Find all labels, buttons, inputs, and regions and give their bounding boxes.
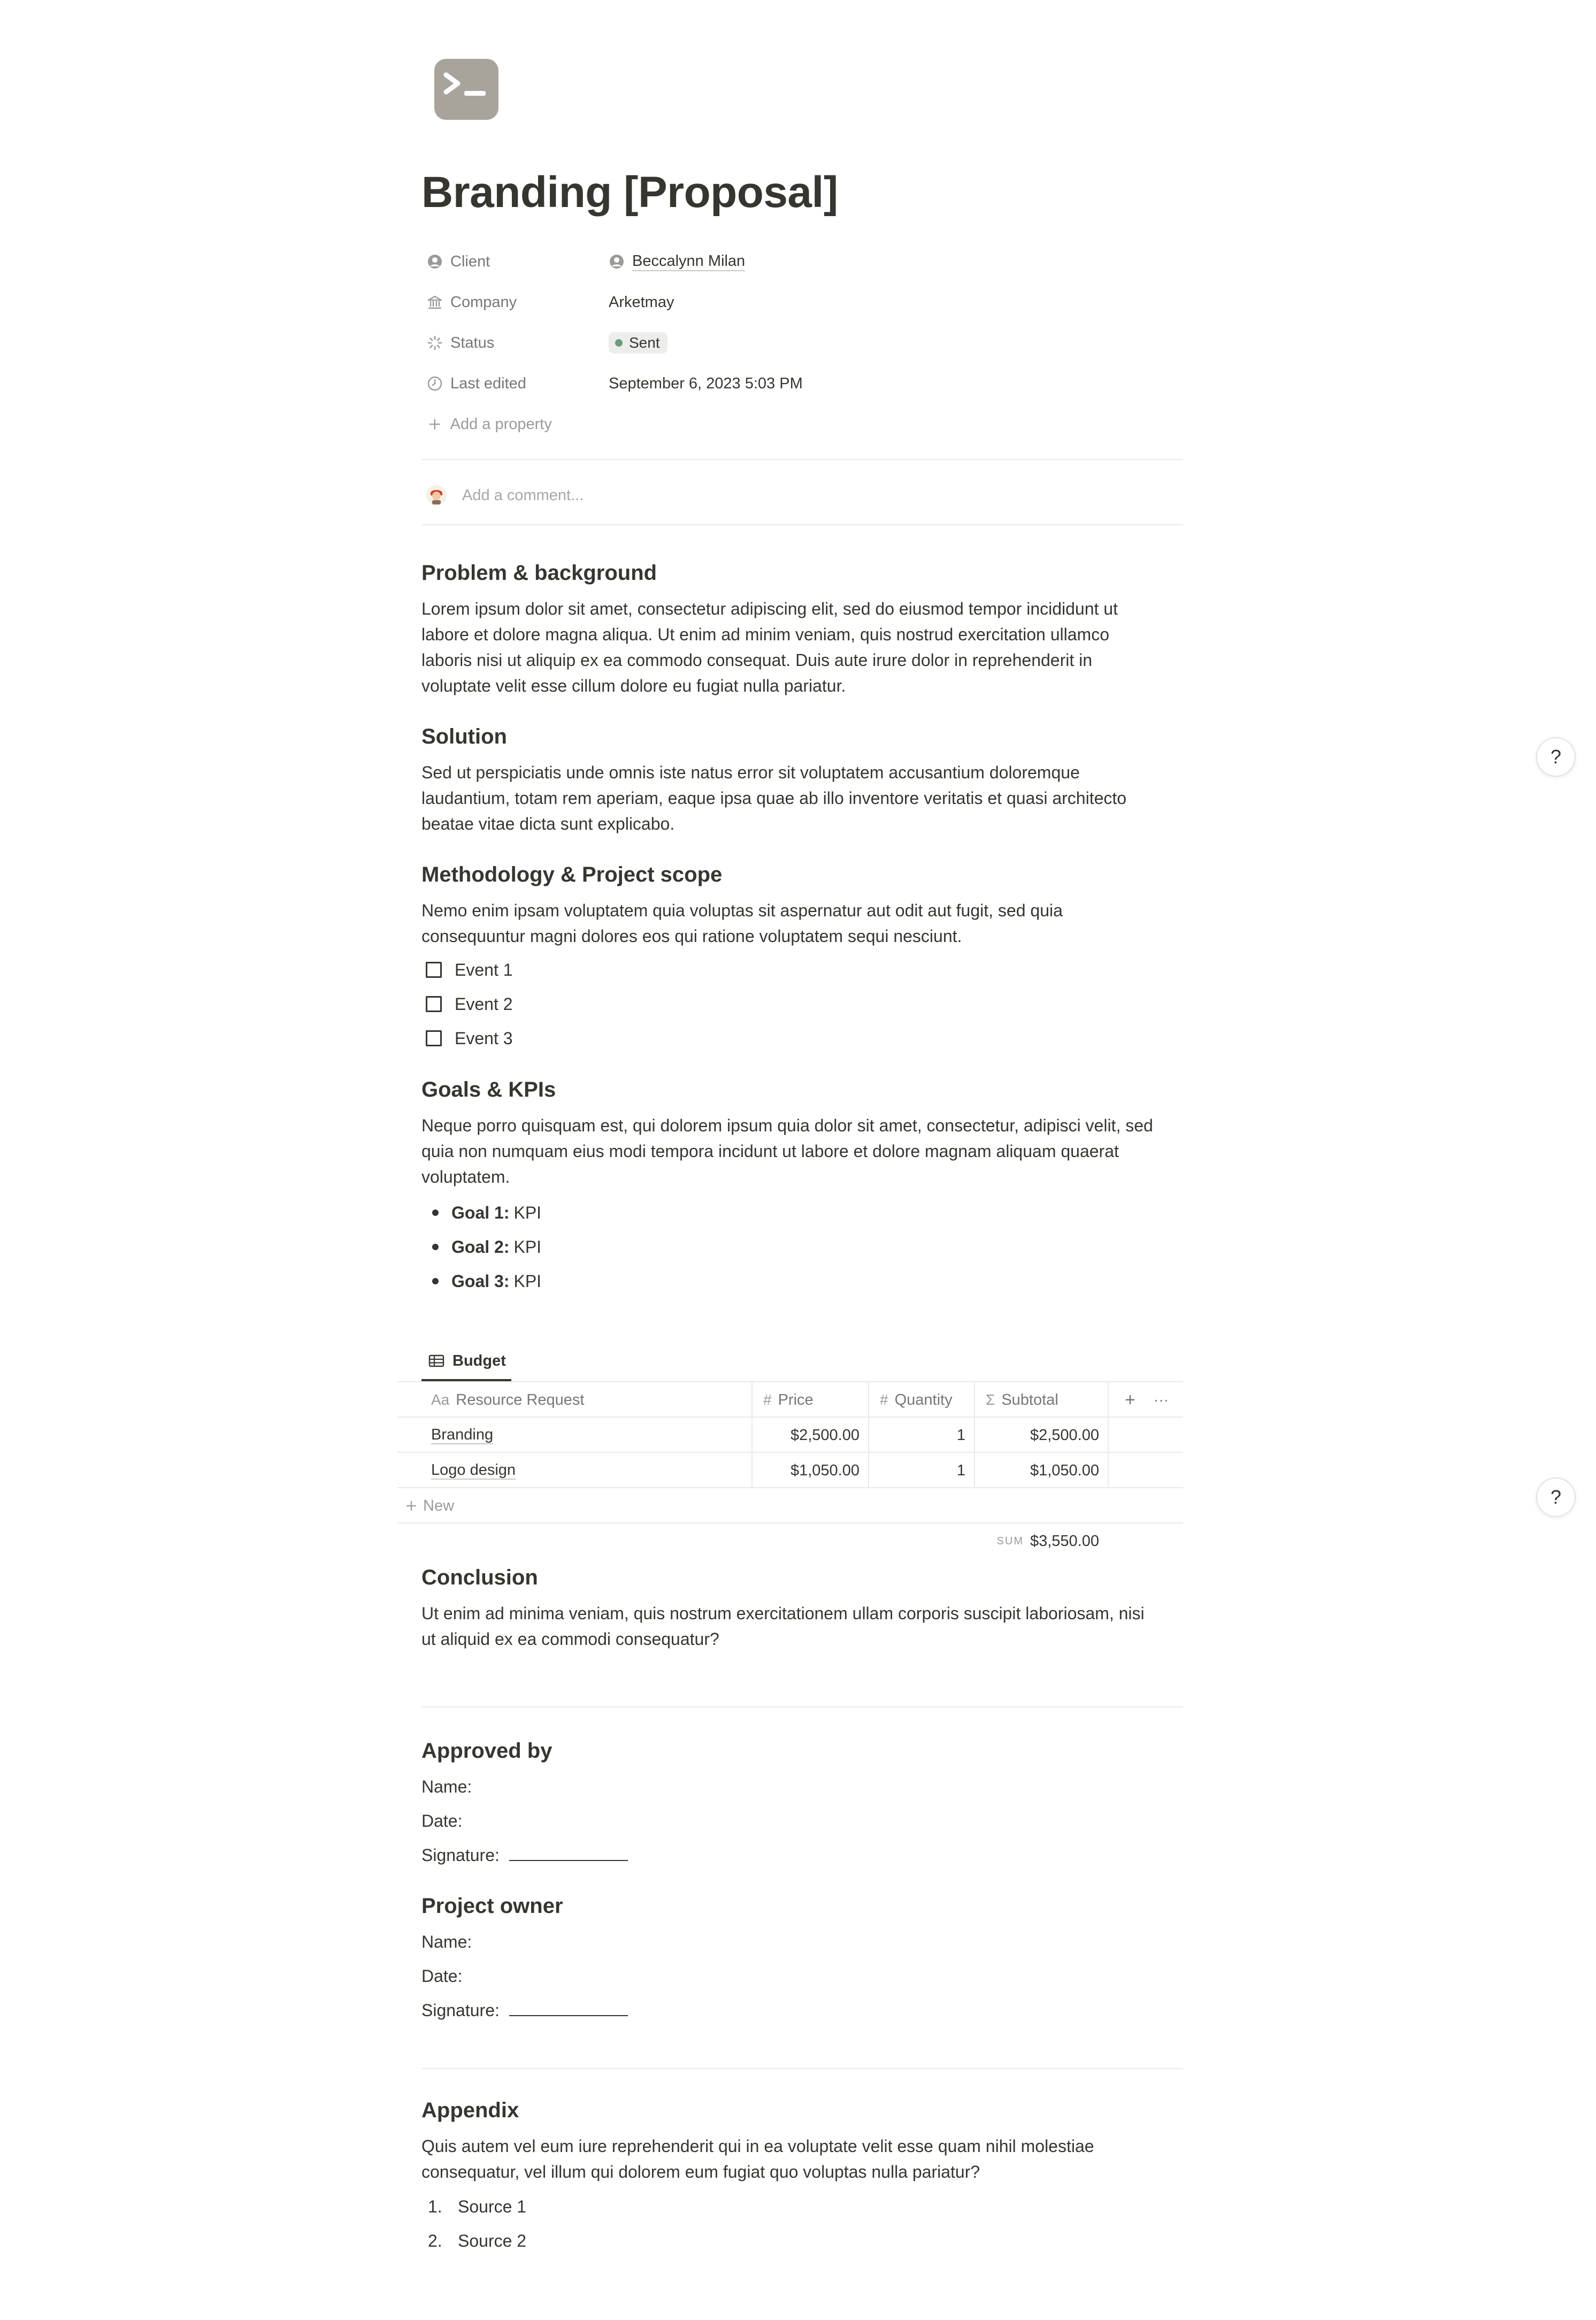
status-badge[interactable] [609,332,667,354]
list-item[interactable] [421,1234,541,1260]
person-circle-icon [609,254,625,270]
list-number: 2. [428,2231,442,2250]
todo-label: Event 3 [455,1028,513,1048]
owner-signature-line[interactable] [421,1997,1183,2023]
signature-underline [509,2001,628,2016]
add-column-button[interactable]: + [1125,1389,1135,1410]
cell-subtotal[interactable]: $2,500.00 [1030,1426,1099,1444]
goal-label: Goal 1: [451,1203,510,1222]
source-label: Source 1 [458,2196,527,2216]
list-item[interactable] [421,1199,541,1226]
person-circle-icon [427,254,443,270]
sum-calculation[interactable] [975,1523,1099,1559]
goal-value: KPI [513,1237,542,1257]
paragraph-conclusion[interactable]: Ut enim ad minima veniam, quis nostrum exercitationem ullam corporis suscipit laboriosam, nisi ut aliquid ex ea commodi consequatur? [421,1604,1145,1649]
column-divider [1108,1382,1109,1418]
cell-price[interactable]: $1,050.00 [790,1461,860,1479]
approved-name-line[interactable]: Name: [421,1777,472,1796]
bullet-icon [432,1278,439,1284]
bank-icon [427,294,443,310]
new-row-label: New [423,1497,455,1514]
source-label: Source 2 [458,2231,527,2250]
heading-solution[interactable]: Solution [421,725,507,748]
approved-signature-line[interactable] [421,1842,1183,1868]
help-button[interactable]: ? [1536,737,1576,777]
heading-problem[interactable]: Problem & background [421,561,657,585]
company-value[interactable]: Arketmay [609,293,674,311]
heading-project-owner[interactable]: Project owner [421,1894,563,1918]
heading-approved-by[interactable]: Approved by [421,1739,553,1763]
goal-value: KPI [513,1271,542,1291]
formula-type-icon: Σ [986,1391,995,1408]
approved-date-line[interactable]: Date: [421,1811,463,1831]
paragraph-appendix[interactable]: Quis autem vel eum iure reprehenderit qui in ea voluptate velit esse quam nihil molestiae consequatur, vel illum qui dolorem eum fugiat quo voluptas nulla pariatur? [421,2137,1094,2181]
row-title[interactable]: Logo design [431,1461,516,1479]
column-header-resource[interactable] [431,1382,584,1418]
column-label: Quantity [894,1391,953,1408]
help-button[interactable]: ? [1536,1477,1576,1517]
table-row[interactable] [397,1416,1183,1453]
terminal-icon[interactable] [434,59,498,120]
goal-label: Goal 3: [451,1271,510,1291]
bullet-icon [432,1244,439,1250]
checkbox[interactable] [426,962,442,978]
status-dot-icon [615,339,623,347]
column-label: Resource Request [456,1391,585,1408]
cell-price[interactable]: $2,500.00 [790,1426,860,1444]
list-item[interactable] [421,2227,526,2254]
column-divider [868,1382,869,1418]
status-value: Sent [629,334,660,351]
list-item[interactable] [421,1268,541,1295]
signature-label: Signature: [421,2001,500,2020]
cell-resource[interactable] [431,1453,516,1488]
new-row-button[interactable] [397,1487,1183,1523]
checkbox[interactable] [426,996,442,1012]
column-divider [1108,1453,1109,1488]
tab-budget[interactable] [421,1341,511,1381]
paragraph-solution[interactable]: Sed ut perspiciatis unde omnis iste natus error sit voluptatem accusantium doloremque laudantium, totam rem aperiam, eaque ipsa quae ab illo inventore veritatis et quasi architecto beatae vitae dicta sunt explicabo. [421,763,1127,833]
paragraph-problem[interactable]: Lorem ipsum dolor sit amet, consectetur adipiscing elit, sed do eiusmod tempor incididunt ut labore et dolore magna aliqua. Ut enim ad minim veniam, quis nostrud exercitation ullamco laboris nisi ut aliquip ex ea commodo consequat. Duis aute irure dolor in reprehenderit in voluptate velit esse cillum dolore eu fugiat nulla pariatur. [421,599,1118,695]
plus-icon [427,416,443,432]
property-label [421,253,609,271]
heading-conclusion[interactable]: Conclusion [421,1566,538,1589]
client-value[interactable]: Beccalynn Milan [632,252,745,271]
number-type-icon: # [880,1391,888,1408]
todo-label: Event 2 [455,994,513,1014]
cell-quantity[interactable]: 1 [956,1461,965,1479]
table-icon [428,1352,445,1369]
row-title[interactable]: Branding [431,1426,494,1443]
table-row[interactable] [397,1452,1183,1488]
sum-label: SUM [996,1535,1024,1547]
list-number: 1. [428,2196,442,2216]
bullet-icon [432,1209,439,1216]
table-header [397,1381,1183,1418]
tab-budget-label: Budget [452,1352,506,1369]
add-property-button[interactable] [421,405,1183,443]
column-divider [1108,1418,1109,1453]
signature-label: Signature: [421,1846,500,1865]
property-company[interactable] [421,284,1183,321]
signature-underline [509,1846,628,1861]
owner-date-line[interactable]: Date: [421,1966,463,1986]
add-property-label: Add a property [450,415,552,433]
status-label: Status [450,334,495,351]
heading-methodology[interactable]: Methodology & Project scope [421,863,723,886]
column-label: Price [778,1391,814,1408]
heading-goals[interactable]: Goals & KPIs [421,1078,556,1101]
divider [421,1706,1183,1708]
cell-resource[interactable] [431,1418,493,1453]
todo-item[interactable] [421,991,513,1017]
column-header-price[interactable] [763,1382,814,1418]
sum-value: $3,550.00 [1030,1532,1099,1550]
property-status[interactable] [421,324,1183,362]
company-label: Company [450,293,517,311]
goal-value: KPI [513,1203,542,1222]
property-last-edited[interactable] [421,365,1183,402]
clock-icon [427,376,443,392]
owner-name-line[interactable]: Name: [421,1932,472,1951]
goal-label: Goal 2: [451,1237,510,1257]
more-options-button[interactable]: ··· [1154,1391,1169,1408]
last-edited-value: September 6, 2023 5:03 PM [609,374,803,392]
todo-label: Event 1 [455,960,513,979]
todo-item[interactable] [421,1025,513,1052]
text-type-icon: Aa [431,1391,450,1408]
divider [421,2068,1183,2069]
cell-subtotal[interactable]: $1,050.00 [1030,1461,1099,1479]
avatar [426,485,447,506]
column-divider [751,1382,753,1418]
heading-appendix[interactable]: Appendix [421,2099,519,2122]
paragraph-methodology[interactable]: Nemo enim ipsam voluptatem quia voluptas sit aspernatur aut odit aut fugit, sed quia consequuntur magni dolores eos qui ratione voluptatem sequi nesciunt. [421,901,1063,946]
comment-row[interactable] [421,479,584,511]
page-title[interactable]: Branding [Proposal] [421,168,838,217]
comment-input[interactable]: Add a comment... [462,486,584,504]
new-row[interactable] [405,1488,454,1523]
divider [421,524,1183,525]
plus-icon [405,1499,418,1512]
number-type-icon: # [763,1391,772,1408]
property-client[interactable] [421,243,1183,280]
todo-item[interactable] [421,956,513,983]
column-header-subtotal[interactable] [986,1382,1058,1418]
paragraph-goals[interactable]: Neque porro quisquam est, qui dolorem ipsum quia dolor sit amet, consectetur, adipisci velit, sed quia non numquam eius modi tempora incidunt ut labore et dolore magnam aliquam quaerat voluptatem. [421,1116,1153,1186]
column-divider [974,1382,975,1418]
list-item[interactable] [421,2193,526,2220]
column-header-quantity[interactable] [880,1382,953,1418]
status-spinner-icon [427,335,443,351]
checkbox[interactable] [426,1030,442,1046]
client-label: Client [450,252,490,270]
column-label: Subtotal [1001,1391,1058,1408]
divider [421,459,1183,460]
last-edited-label: Last edited [450,374,526,392]
cell-quantity[interactable]: 1 [956,1426,965,1444]
